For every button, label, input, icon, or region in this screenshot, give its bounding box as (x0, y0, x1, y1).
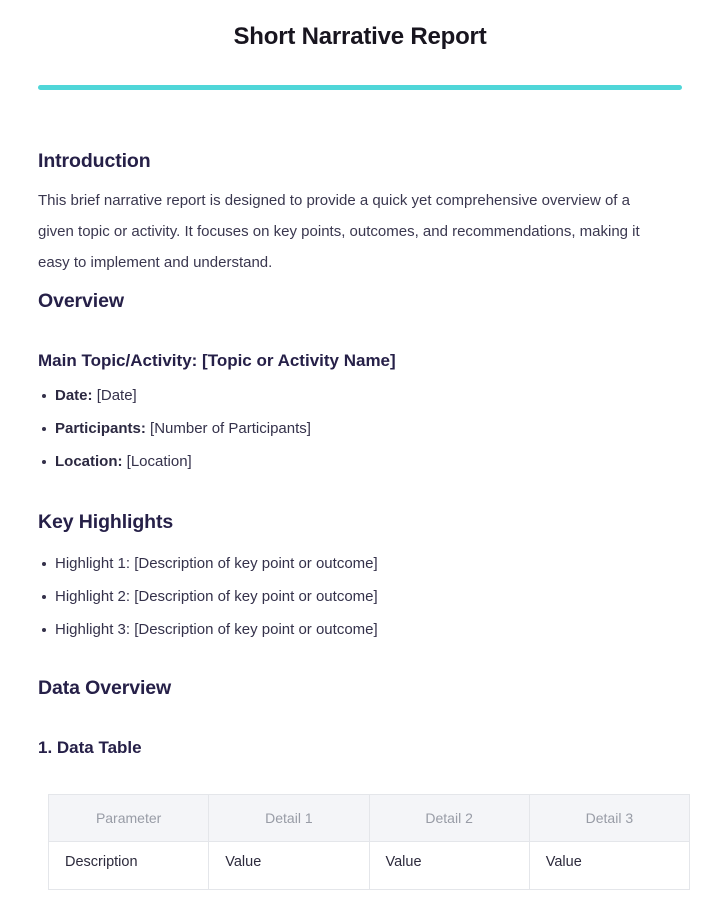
table-cell-detail-3: Value (529, 842, 689, 890)
column-header-detail-3: Detail 3 (529, 795, 689, 842)
overview-bullet-list (38, 388, 682, 470)
highlight-text: Highlight 3: [Description of key point or outcome] (55, 621, 378, 638)
main-topic-subheading: Main Topic/Activity: [Topic or Activity Name] (38, 351, 396, 370)
introduction-paragraph: This brief narrative report is designed to provide a quick yet comprehensive overview of a given topic or activity. It focuses on key points, outcomes, and recommendations, making it easy to implement and understand. (38, 192, 640, 271)
overview-heading: Overview (38, 290, 124, 312)
list-item-participants (38, 421, 682, 437)
item-value: [Date] (96, 387, 137, 404)
data-table-header (49, 795, 690, 842)
highlight-text: Highlight 2: [Description of key point or outcome] (55, 588, 378, 605)
introduction-heading: Introduction (38, 150, 151, 172)
column-header-parameter: Parameter (49, 795, 209, 842)
page-title: Short Narrative Report (233, 23, 487, 50)
item-label: Participants: (55, 420, 146, 437)
data-table-subheading: 1. Data Table (38, 738, 142, 757)
table-header-row (49, 795, 690, 842)
data-table (48, 794, 690, 890)
item-label: Date: (55, 387, 93, 404)
column-header-detail-2: Detail 2 (369, 795, 529, 842)
item-label: Location: (55, 453, 123, 470)
list-item-location (38, 454, 682, 470)
key-highlights-list (38, 556, 682, 638)
data-overview-heading: Data Overview (38, 677, 172, 699)
data-table-body (49, 842, 690, 890)
table-row (49, 842, 690, 890)
item-value: [Number of Participants] (150, 420, 311, 437)
table-cell-detail-1: Value (209, 842, 369, 890)
list-item-highlight-1 (38, 556, 682, 572)
list-item-highlight-3 (38, 622, 682, 638)
column-header-detail-1: Detail 1 (209, 795, 369, 842)
top-accent-divider (38, 85, 682, 90)
key-highlights-heading: Key Highlights (38, 511, 174, 533)
table-cell-parameter: Description (49, 842, 209, 890)
list-item-highlight-2 (38, 589, 682, 605)
list-item-date (38, 388, 682, 404)
item-value: [Location] (126, 453, 192, 470)
highlight-text: Highlight 1: [Description of key point or outcome] (55, 555, 378, 572)
table-cell-detail-2: Value (369, 842, 529, 890)
